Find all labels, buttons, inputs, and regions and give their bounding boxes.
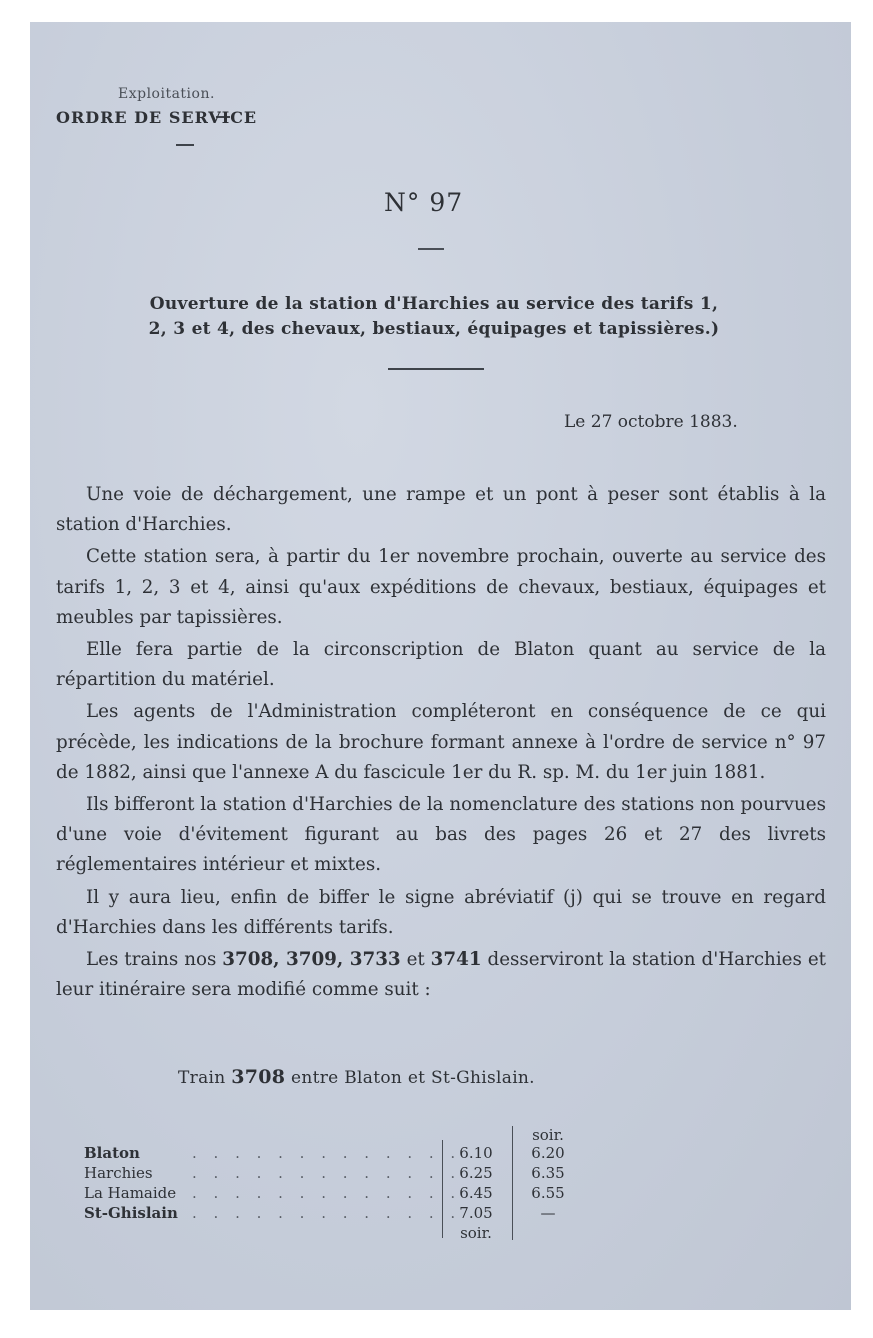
paragraph: Elle fera partie de la circonscription de Blaton quant au service de la répartition du matériel. (56, 639, 826, 691)
timetable-title-text: Train (178, 1068, 232, 1088)
time-cell: — (540, 1204, 556, 1222)
leader-dots: . . . . . . . . . . . . . (192, 1184, 462, 1202)
train-numbers: 3708, 3709, 3733 (222, 949, 401, 971)
leader-dots: . . . . . . . . . . . . . (192, 1204, 462, 1222)
paragraph: Cette station sera, à partir du 1er novembre prochain, ouverte au service des tarifs 1, 2, 3 et 4, ainsi qu'aux expéditions de chevaux, bestiaux, équipages et meubles par tapissières. (56, 546, 826, 628)
table-row (84, 1164, 462, 1182)
document-body (56, 480, 826, 1007)
column-divider (512, 1126, 513, 1240)
column-footer: soir. (460, 1224, 492, 1242)
paragraph-text: Les trains nos (86, 949, 223, 971)
order-title: ORDRE DE SERVICE (56, 108, 258, 127)
station-name: Harchies (84, 1164, 153, 1182)
station-name: Blaton (84, 1144, 140, 1162)
time-cell: 7.05 (459, 1204, 493, 1222)
timetable-title (178, 1066, 535, 1088)
divider-rule (388, 368, 484, 370)
paragraph: Les agents de l'Administration compléteront en conséquence de ce qui précède, les indications de la brochure formant annexe à l'ordre de service n° 97 de 1882, ainsi que l'annexe A du fascicule 1er du R. sp. M. du 1er juin 1881. (56, 701, 826, 783)
paragraph: Ils bifferont la station d'Harchies de la nomenclature des stations non pourvues d'une voie d'évitement figurant au bas des pages 26 et 27 des livrets réglementaires intérieur et mixtes. (56, 794, 826, 876)
subject-line-1: Ouverture de la station d'Harchies au service des tarifs 1, (149, 294, 719, 314)
divider (418, 248, 444, 250)
column-header: soir. (532, 1126, 564, 1144)
timetable (84, 1126, 604, 1256)
time-cell: 6.10 (459, 1144, 493, 1162)
paragraph-text: et (400, 949, 431, 971)
station-name: St-Ghislain (84, 1204, 178, 1222)
subject-line-2: 2, 3 et 4, des chevaux, bestiaux, équipages et tapissières.) (148, 319, 720, 339)
table-row (84, 1184, 462, 1202)
paragraph (56, 945, 826, 1005)
time-cell: 6.55 (531, 1184, 565, 1202)
paragraph: Une voie de déchargement, une rampe et un pont à peser sont établis à la station d'Harchies. (56, 484, 826, 536)
section-label: Exploitation. (118, 86, 215, 102)
time-cell: 6.25 (459, 1164, 493, 1182)
leader-dots: . . . . . . . . . . . . . (192, 1164, 462, 1182)
train-number: 3708 (231, 1066, 286, 1088)
leader-dots: . . . . . . . . . . . . . (192, 1144, 462, 1162)
paragraph-text: desserviront la station d'Harchies et leur itinéraire sera modifié comme suit : (56, 949, 826, 1001)
table-row (84, 1144, 462, 1162)
order-number: N° 97 (384, 188, 464, 217)
paragraph: Il y aura lieu, enfin de biffer le signe abréviatif (j) qui se trouve en regard d'Harchies dans les différents tarifs. (56, 886, 826, 938)
station-name: La Hamaide (84, 1184, 177, 1202)
time-cell: 6.35 (531, 1164, 565, 1182)
table-row (84, 1204, 462, 1222)
time-cell: 6.45 (459, 1184, 493, 1202)
divider (176, 144, 194, 146)
train-number: 3741 (430, 949, 482, 971)
document-date: Le 27 octobre 1883. (564, 412, 738, 432)
subject-heading (52, 292, 816, 342)
time-cell: 6.20 (531, 1144, 565, 1162)
timetable-title-text: entre Blaton et St-Ghislain. (285, 1068, 535, 1088)
document-page (30, 22, 851, 1310)
